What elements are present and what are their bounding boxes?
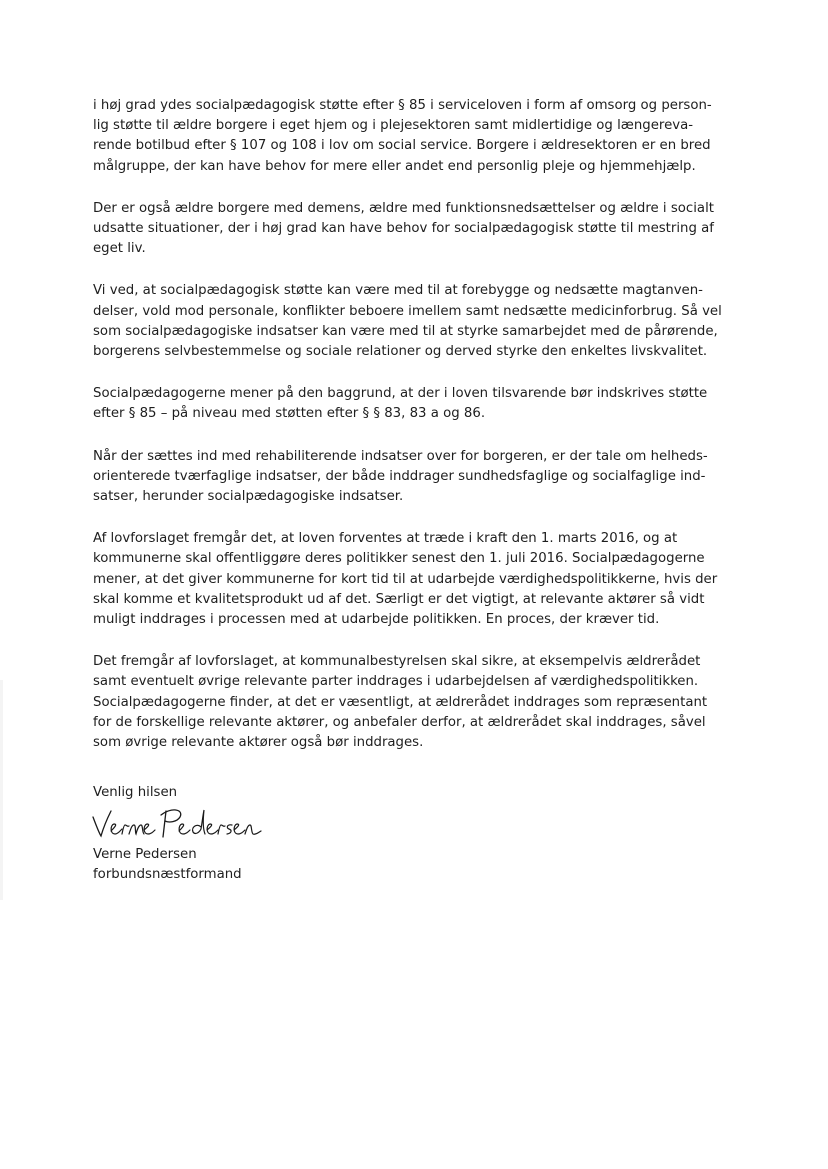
paragraph-1: i høj grad ydes socialpædagogisk støtte efter § 85 i serviceloven i form af omsorg og person- lig støtte til ældre borgere i eget hjem og i plejesektoren samt midlertidige og længereva- rende botilbud efter § 107 og 108 i lov om social service. Borgere i ældresektoren er en bred målgruppe, der kan have behov for mere eller andet end personlig pleje og hjemmehjælp. [93, 98, 712, 174]
paragraph-3: Vi ved, at socialpædagogisk støtte kan være med til at forebygge og nedsætte magtanven- delser, vold mod personale, konflikter beboere imellem samt nedsætte medicinforbrug. Så vel som socialpædagogiske indsatser kan være med til at styrke samarbejdet med de pårørende, borgerens selvbestemmelse og sociale relationer og derved styrke den enkeltes livskvalitet. [93, 283, 722, 360]
signer-title: forbundsnæstformand [93, 867, 242, 883]
paragraph-4: Socialpædagogerne mener på den baggrund, at der i loven tilsvarende bør indskrives støtte efter § 85 – på niveau med støtten efter § § 83, 83 a og 86. [93, 386, 708, 422]
paragraph-6: Af lovforslaget fremgår det, at loven forventes at træde i kraft den 1. marts 2016, og at kommunerne skal offentliggøre deres politikker senest den 1. juli 2016. Socialpædagogerne mener, at det giver kommunerne for kort tid til at udarbejde værdighedspolitikkerne, hvis der skal komme et kvalitetsprodukt ud af det. Særligt er det vigtigt, at relevante aktører så vidt muligt inddrages i processen med at udarbejde politikken. En proces, der kræver tid. [93, 531, 718, 628]
closing-greeting: Venlig hilsen [93, 785, 178, 801]
letter-body [93, 96, 733, 885]
closing-block [93, 783, 733, 885]
paragraph-2: Der er også ældre borgere med demens, ældre med funktionsnedsættelser og ældre i socialt udsatte situationer, der i høj grad kan have behov for socialpædagogisk støtte til mestring af eget liv. [93, 200, 714, 257]
handwritten-signature [89, 805, 264, 841]
scan-edge-shadow [0, 680, 3, 900]
signer-name: Verne Pedersen [93, 847, 197, 863]
paragraph-5: Når der sættes ind med rehabiliterende indsatser over for borgeren, er der tale om helheds- orienterede tværfaglige indsatser, der både inddrager sundhedsfaglige og socialfaglige ind- satser, herunder socialpædagogiske indsatser. [93, 448, 708, 505]
paragraph-7: Det fremgår af lovforslaget, at kommunalbestyrelsen skal sikre, at eksempelvis ældrerådet samt eventuelt øvrige relevante parter inddrages i udarbejdelsen af værdighedspolitikken. Socialpædagogerne finder, at det er væsentligt, at ældrerådet inddrages som repræsentant for de forskellige relevante aktører, og anbefaler derfor, at ældrerådet skal inddrages, såvel som øvrige relevante aktører også bør inddrages. [93, 654, 708, 751]
